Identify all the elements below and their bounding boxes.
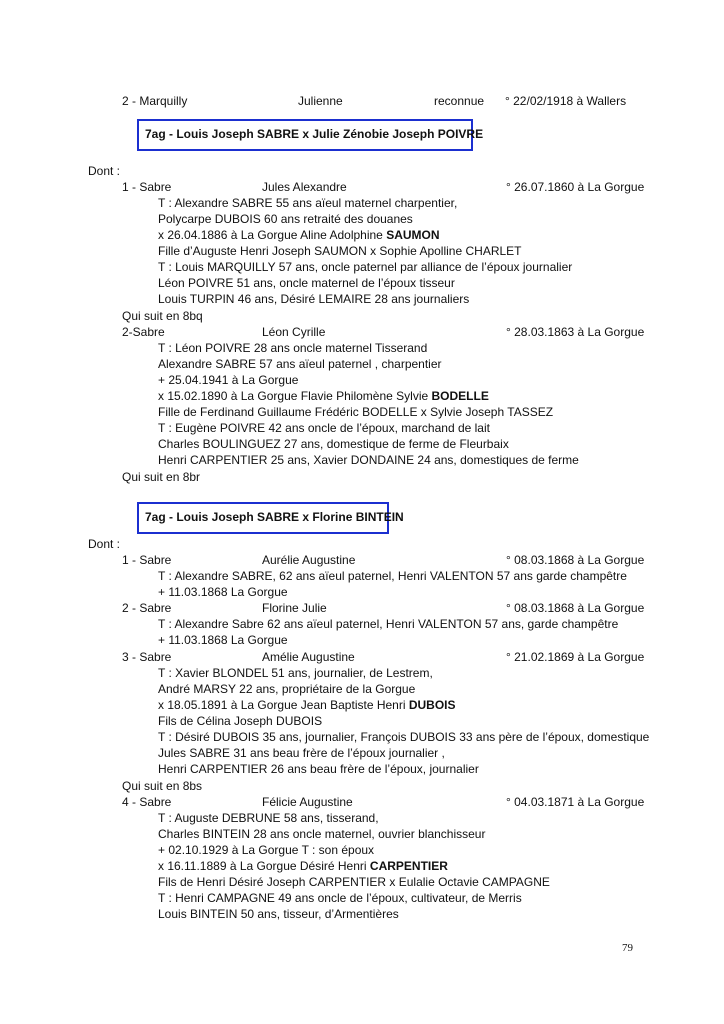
marriage-line: [158, 389, 489, 404]
entry-firstname: Julienne: [298, 94, 343, 108]
child-birth-date: ° 08.03.1868 à La Gorgue: [506, 601, 645, 615]
marriage-text: x 26.04.1886 à La Gorgue Aline Adolphine: [158, 228, 387, 242]
child-firstname: Léon Cyrille: [262, 325, 326, 339]
family-header-text: 7ag - Louis Joseph SABRE x Florine BINTEIN: [145, 510, 404, 524]
child-firstname: Jules Alexandre: [262, 180, 347, 194]
detail-line: Léon POIVRE 51 ans, oncle maternel de l’époux tisseur: [158, 276, 455, 290]
spouse-surname: SAUMON: [386, 228, 440, 242]
child-birth-date: ° 28.03.1863 à La Gorgue: [506, 325, 645, 339]
death-line: + 11.03.1868 La Gorgue: [158, 585, 288, 599]
detail-line: T : Alexandre SABRE 55 ans aïeul maternel charpentier,: [158, 196, 458, 210]
marriage-text: x 18.05.1891 à La Gorgue Jean Baptiste Henri: [158, 698, 409, 712]
detail-line: Fille d’Auguste Henri Joseph SAUMON x Sophie Apolline CHARLET: [158, 244, 522, 258]
detail-line: T : Eugène POIVRE 42 ans oncle de l’époux, marchand de lait: [158, 421, 490, 435]
detail-line: Charles BOULINGUEZ 27 ans, domestique de ferme de Fleurbaix: [158, 437, 509, 451]
child-number: 2 - Sabre: [122, 601, 172, 615]
child-firstname: Félicie Augustine: [262, 795, 353, 809]
child-birth-date: ° 21.02.1869 à La Gorgue: [506, 650, 645, 664]
detail-line: Fils de Henri Désiré Joseph CARPENTIER x Eulalie Octavie CAMPAGNE: [158, 875, 550, 889]
child-number: 2-Sabre: [122, 325, 165, 339]
child-firstname: Florine Julie: [262, 601, 327, 615]
detail-line: T : Désiré DUBOIS 35 ans, journalier, François DUBOIS 33 ans père de l’époux, domestique: [158, 730, 650, 744]
death-line: + 11.03.1868 La Gorgue: [158, 633, 288, 647]
family-header: [137, 502, 404, 534]
detail-line: Charles BINTEIN 28 ans oncle maternel, ouvrier blanchisseur: [158, 827, 486, 841]
detail-line: T : Alexandre SABRE, 62 ans aïeul paternel, Henri VALENTON 57 ans garde champêtre: [158, 569, 627, 583]
detail-line: Fils de Célina Joseph DUBOIS: [158, 714, 323, 728]
child-number: 4 - Sabre: [122, 795, 172, 809]
follow-reference: Qui suit en 8bq: [122, 309, 203, 323]
marriage-line: [158, 698, 456, 713]
follow-reference: Qui suit en 8bs: [122, 779, 203, 793]
detail-line: Louis TURPIN 46 ans, Désiré LEMAIRE 28 ans journaliers: [158, 292, 470, 306]
child-number: 1 - Sabre: [122, 180, 172, 194]
child-firstname: Amélie Augustine: [262, 650, 355, 664]
death-line: + 25.04.1941 à La Gorgue: [158, 373, 299, 387]
detail-line: T : Henri CAMPAGNE 49 ans oncle de l’époux, cultivateur, de Merris: [158, 891, 522, 905]
detail-line: Jules SABRE 31 ans beau frère de l’époux journalier ,: [158, 746, 445, 760]
detail-line: T : Auguste DEBRUNE 58 ans, tisserand,: [158, 811, 379, 825]
detail-line: André MARSY 22 ans, propriétaire de la Gorgue: [158, 682, 416, 696]
marriage-line: [158, 859, 448, 874]
detail-line: Henri CARPENTIER 25 ans, Xavier DONDAINE 24 ans, domestiques de ferme: [158, 453, 579, 467]
entry-note: reconnue: [434, 94, 485, 108]
detail-line: T : Louis MARQUILLY 57 ans, oncle paternel par alliance de l’époux journalier: [158, 260, 573, 274]
entry-birth-date: ° 22/02/1918 à Wallers: [505, 94, 627, 108]
spouse-surname: BODELLE: [431, 389, 489, 403]
family-header-text: 7ag - Louis Joseph SABRE x Julie Zénobie Joseph POIVRE: [145, 127, 484, 141]
death-line: + 02.10.1929 à La Gorgue T : son époux: [158, 843, 375, 857]
detail-line: T : Xavier BLONDEL 51 ans, journalier, de Lestrem,: [158, 666, 433, 680]
marriage-text: x 15.02.1890 à La Gorgue Flavie Philomène Sylvie: [158, 389, 432, 403]
child-birth-date: ° 04.03.1871 à La Gorgue: [506, 795, 645, 809]
entry-number: 2 - Marquilly: [122, 94, 188, 108]
detail-line: Henri CARPENTIER 26 ans beau frère de l’époux, journalier: [158, 762, 479, 776]
detail-line: T : Léon POIVRE 28 ans oncle maternel Tisserand: [158, 341, 428, 355]
follow-reference: Qui suit en 8br: [122, 470, 201, 484]
dont-label: Dont :: [88, 164, 121, 178]
child-number: 1 - Sabre: [122, 553, 172, 567]
detail-line: Louis BINTEIN 50 ans, tisseur, d’Armentières: [158, 907, 399, 921]
detail-line: Alexandre SABRE 57 ans aïeul paternel , charpentier: [158, 357, 442, 371]
family-header: [137, 119, 484, 151]
marriage-line: [158, 228, 440, 243]
spouse-surname: DUBOIS: [408, 698, 456, 712]
detail-line: Polycarpe DUBOIS 60 ans retraité des douanes: [158, 212, 413, 226]
child-number: 3 - Sabre: [122, 650, 172, 664]
child-birth-date: ° 26.07.1860 à La Gorgue: [506, 180, 645, 194]
detail-line: T : Alexandre Sabre 62 ans aïeul paternel, Henri VALENTON 57 ans, garde champêtre: [158, 617, 619, 631]
spouse-surname: CARPENTIER: [369, 859, 448, 873]
dont-label: Dont :: [88, 537, 121, 551]
marriage-text: x 16.11.1889 à La Gorgue Désiré Henri: [158, 859, 370, 873]
detail-line: Fille de Ferdinand Guillaume Frédéric BODELLE x Sylvie Joseph TASSEZ: [158, 405, 554, 419]
child-firstname: Aurélie Augustine: [262, 553, 356, 567]
child-birth-date: ° 08.03.1868 à La Gorgue: [506, 553, 645, 567]
page-number: 79: [622, 942, 633, 954]
